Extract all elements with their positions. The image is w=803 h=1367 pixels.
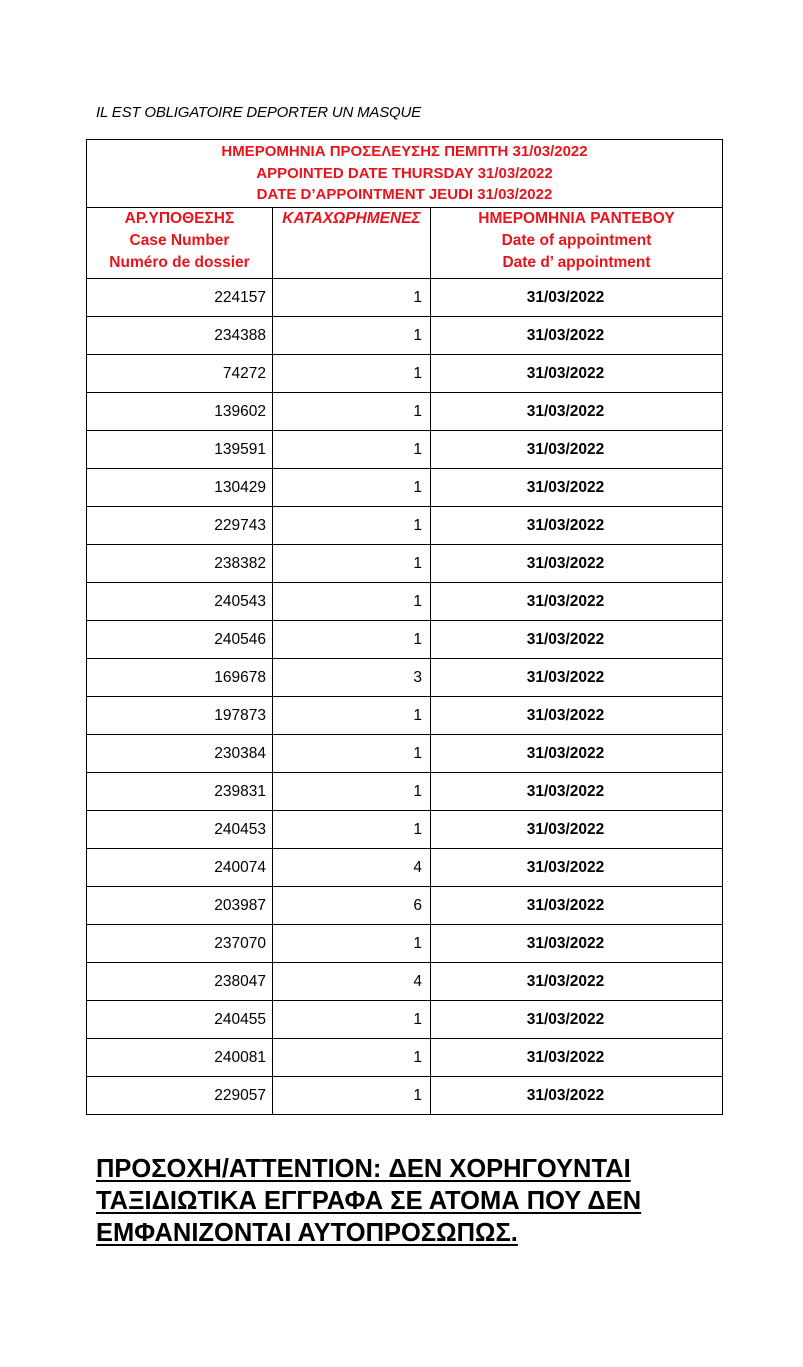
case-number-cell: 240453: [87, 811, 273, 849]
header-line-english: APPOINTED DATE THURSDAY 31/03/2022: [256, 164, 553, 182]
date-header-greek: ΗΜΕΡΟΜΗΝΙΑ ΡΑΝΤΕΒΟΥ: [478, 210, 675, 227]
appointment-date-cell: 31/03/2022: [431, 697, 723, 735]
appointment-date-cell: 31/03/2022: [431, 545, 723, 583]
column-header-row: [87, 208, 723, 279]
case-number-cell: 197873: [87, 697, 273, 735]
case-header-french: Numéro de dossier: [109, 254, 250, 271]
appointment-date-header: [87, 140, 723, 208]
registered-count-cell: 3: [273, 659, 431, 697]
warning-line-1: ΠΡΟΣΟΧΗ/ATTENTION: ΔΕΝ ΧΟΡΗΓΟΥΝΤΑΙ: [96, 1155, 631, 1183]
case-number-cell: 203987: [87, 887, 273, 925]
case-number-cell: 238047: [87, 963, 273, 1001]
appointment-date-cell: 31/03/2022: [431, 887, 723, 925]
table-row: [87, 1039, 723, 1077]
registered-count-cell: 1: [273, 279, 431, 317]
appointment-date-cell: 31/03/2022: [431, 735, 723, 773]
table-row: [87, 849, 723, 887]
registered-count-cell: 4: [273, 963, 431, 1001]
table-row: [87, 697, 723, 735]
case-number-cell: 238382: [87, 545, 273, 583]
registered-count-cell: 1: [273, 355, 431, 393]
case-number-cell: 230384: [87, 735, 273, 773]
appointment-date-cell: 31/03/2022: [431, 507, 723, 545]
appointment-date-cell: 31/03/2022: [431, 621, 723, 659]
table-row: [87, 393, 723, 431]
header-line-french: DATE D’APPOINTMENT JEUDI 31/03/2022: [256, 186, 553, 204]
appointment-date-cell: 31/03/2022: [431, 963, 723, 1001]
registered-count-cell: 1: [273, 621, 431, 659]
case-number-cell: 239831: [87, 773, 273, 811]
registered-count-cell: 1: [273, 773, 431, 811]
case-number-cell: 240455: [87, 1001, 273, 1039]
registered-count-cell: 1: [273, 469, 431, 507]
appointment-date-cell: 31/03/2022: [431, 849, 723, 887]
registered-count-cell: 1: [273, 507, 431, 545]
registered-count-cell: 1: [273, 811, 431, 849]
appointment-date-column-header: [431, 208, 723, 279]
case-number-cell: 237070: [87, 925, 273, 963]
case-number-cell: 139602: [87, 393, 273, 431]
table-row: [87, 469, 723, 507]
appointment-date-cell: 31/03/2022: [431, 583, 723, 621]
registered-count-cell: 1: [273, 1001, 431, 1039]
appointment-table: [86, 139, 723, 1115]
case-number-cell: 240543: [87, 583, 273, 621]
registered-count-cell: 1: [273, 697, 431, 735]
date-header-french: Date d’ appointment: [502, 254, 651, 271]
warning-line-3: ΕΜΦΑΝΙΖΟΝΤΑΙ ΑΥΤΟΠΡΟΣΩΠΩΣ.: [96, 1219, 518, 1247]
case-number-cell: 240081: [87, 1039, 273, 1077]
registered-count-cell: 6: [273, 887, 431, 925]
case-number-cell: 74272: [87, 355, 273, 393]
registered-count-cell: 1: [273, 317, 431, 355]
header-line-greek: ΗΜΕΡΟΜΗΝΙΑ ΠΡΟΣΕΛΕΥΣΗΣ ΠΕΜΠΤΗ 31/03/2022: [221, 143, 588, 161]
table-row: [87, 735, 723, 773]
appointment-date-cell: 31/03/2022: [431, 393, 723, 431]
table-row: [87, 431, 723, 469]
table-title-row: [87, 140, 723, 208]
table-row: [87, 963, 723, 1001]
case-number-cell: 229743: [87, 507, 273, 545]
appointment-date-cell: 31/03/2022: [431, 659, 723, 697]
appointment-date-cell: 31/03/2022: [431, 355, 723, 393]
appointment-date-cell: 31/03/2022: [431, 811, 723, 849]
case-number-column-header: [87, 208, 273, 279]
case-number-cell: 240074: [87, 849, 273, 887]
registered-count-cell: 1: [273, 545, 431, 583]
appointment-date-cell: 31/03/2022: [431, 1039, 723, 1077]
table-row: [87, 773, 723, 811]
registered-count-cell: 1: [273, 925, 431, 963]
appointment-date-cell: 31/03/2022: [431, 1077, 723, 1115]
table-row: [87, 279, 723, 317]
appointment-date-cell: 31/03/2022: [431, 431, 723, 469]
case-header-english: Case Number: [129, 232, 230, 249]
table-row: [87, 545, 723, 583]
registered-count-cell: 1: [273, 1039, 431, 1077]
registered-count-cell: 4: [273, 849, 431, 887]
appointment-date-cell: 31/03/2022: [431, 773, 723, 811]
case-number-cell: 229057: [87, 1077, 273, 1115]
appointment-date-cell: 31/03/2022: [431, 469, 723, 507]
case-number-cell: 240546: [87, 621, 273, 659]
table-row: [87, 811, 723, 849]
date-header-english: Date of appointment: [501, 232, 652, 249]
case-number-cell: 130429: [87, 469, 273, 507]
table-row: [87, 925, 723, 963]
table-row: [87, 1077, 723, 1115]
appointment-date-cell: 31/03/2022: [431, 317, 723, 355]
case-number-cell: 169678: [87, 659, 273, 697]
appointment-date-cell: 31/03/2022: [431, 925, 723, 963]
table-row: [87, 659, 723, 697]
table-row: [87, 583, 723, 621]
appointment-date-cell: 31/03/2022: [431, 1001, 723, 1039]
table-row: [87, 317, 723, 355]
case-number-cell: 224157: [87, 279, 273, 317]
mask-notice: IL EST OBLIGATOIRE DEPORTER UN MASQUE: [96, 104, 421, 121]
registered-header: ΚΑΤΑΧΩΡΗΜΕΝΕΣ: [282, 210, 421, 227]
case-number-cell: 234388: [87, 317, 273, 355]
table-row: [87, 621, 723, 659]
registered-count-cell: 1: [273, 735, 431, 773]
table-row: [87, 507, 723, 545]
case-header-greek: ΑΡ.ΥΠΟΘΕΣΗΣ: [124, 210, 235, 227]
warning-line-2: ΤΑΞΙΔΙΩΤΙΚΑ ΕΓΓΡΑΦΑ ΣΕ ΑΤΟΜΑ ΠΟΥ ΔΕΝ: [96, 1187, 642, 1215]
table-row: [87, 1001, 723, 1039]
appointment-date-cell: 31/03/2022: [431, 279, 723, 317]
table-row: [87, 355, 723, 393]
attention-warning: [96, 1153, 736, 1249]
registered-count-cell: 1: [273, 1077, 431, 1115]
registered-count-cell: 1: [273, 583, 431, 621]
registered-column-header: [273, 208, 431, 279]
case-number-cell: 139591: [87, 431, 273, 469]
table-row: [87, 887, 723, 925]
registered-count-cell: 1: [273, 393, 431, 431]
registered-count-cell: 1: [273, 431, 431, 469]
